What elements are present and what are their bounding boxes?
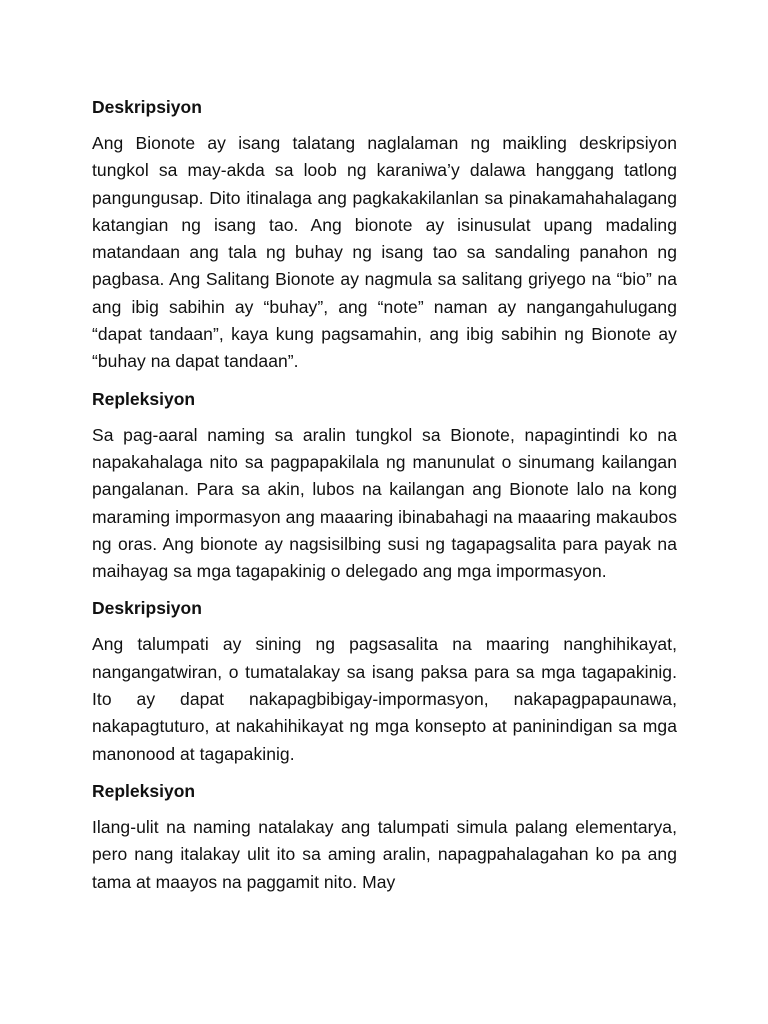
section-deskripsiyon-bionote bbox=[92, 94, 677, 376]
section-heading: Repleksiyon bbox=[92, 780, 196, 801]
section-heading: Deskripsiyon bbox=[92, 598, 202, 619]
section-heading: Repleksiyon bbox=[92, 388, 196, 409]
section-deskripsiyon-talumpati bbox=[92, 595, 677, 767]
section-paragraph: Sa pag-aaral naming sa aralin tungkol sa Bionote, napagintindi ko na napakahalaga nito sa pagpapakilala ng manunulat o sinumang kailangan pangalanan. Para sa akin, lubos na kailangan ang Bionote lalo na kong maraming impormasyon ang maaaring ibinabahagi na maaaring makaubos ng oras. Ang bionote ay nagsisilbing susi ng tagapagsalita para payak na maihayag sa mga tagapakinig o delegado ang mga impormasyon. bbox=[92, 424, 678, 582]
section-paragraph: Ang talumpati ay sining ng pagsasalita na maaring nanghihikayat, nangangatwiran, o tumatalakay sa isang paksa para sa mga tagapakinig. Ito ay dapat nakapagbibigay-impormasyon, nakapagpapaunawa, nakapagtuturo, at nakahihikayat ng mga konsepto at paninindigan sa mga manonood at tagapakinig. bbox=[92, 634, 677, 764]
document-page bbox=[92, 94, 677, 906]
section-repleksiyon-bionote bbox=[92, 386, 677, 586]
section-heading: Deskripsiyon bbox=[92, 97, 202, 117]
section-repleksiyon-talumpati bbox=[92, 778, 677, 896]
section-paragraph: Ilang-ulit na naming natalakay ang talumpati simula palang elementarya, pero nang italakay ulit ito sa aming aralin, napagpahalagahan ko pa ang tama at maayos na paggamit nito. May bbox=[92, 816, 677, 892]
section-paragraph: Ang Bionote ay isang talatang naglalaman ng maikling deskripsiyon tungkol sa may-akda sa loob ng karaniwa’y dalawa hanggang tatlong pangungusap. Dito itinalaga ang pagkakakilanlan sa pinakamahahalagang katangian ng isang tao. Ang bionote ay isinusulat upang madaling matandaan ang tala ng buhay ng isang tao sa sandaling panahon ng pagbasa. Ang Salitang Bionote ay nagmula sa salitang griyego na “bio” na ang ibig sabihin ay “buhay”, ang “note” naman ay nangangahulugang “dapat tandaan”, kaya kung pagsamahin, ang ibig sabihin ng Bionote ay “buhay na dapat tandaan”. bbox=[92, 133, 677, 372]
